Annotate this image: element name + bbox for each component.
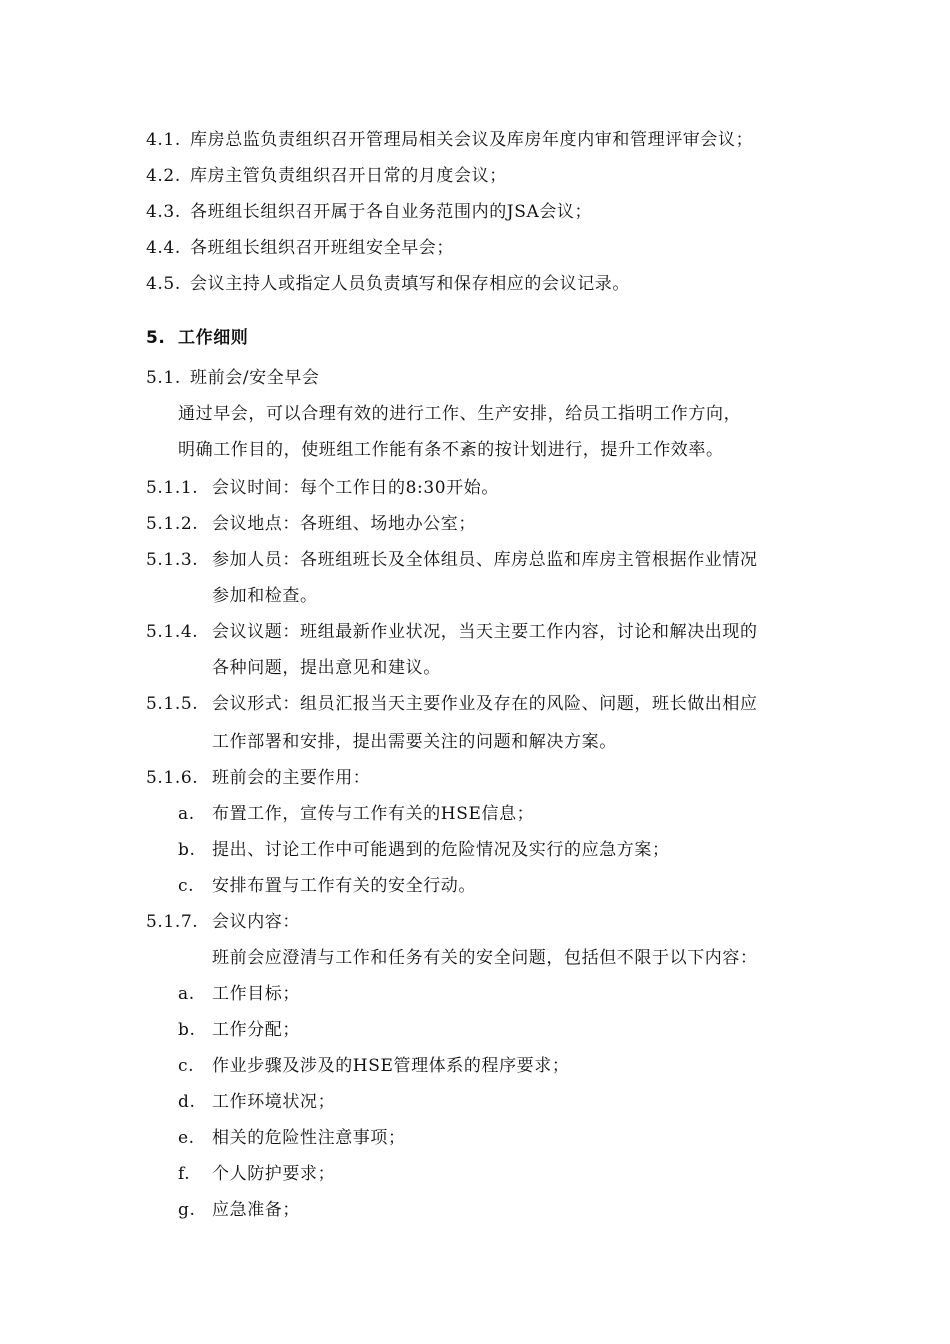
item-text: 库房总监负责组织召开管理局相关会议及库房年度内审和管理评审会议；: [190, 130, 754, 150]
item-text: 工作分配；: [212, 1020, 300, 1040]
item-text: 安排布置与工作有关的安全行动。: [212, 876, 476, 896]
item-text: 会议形式：组员汇报当天主要作业及存在的风险、问题，班长做出相应: [212, 694, 758, 714]
item-number: 5.1.5.: [146, 694, 199, 714]
heading-title: 工作细则: [178, 328, 249, 348]
item-number: 4.1.: [146, 130, 181, 150]
item-number: 5.1.6.: [146, 768, 199, 788]
paragraph-line: 明确工作目的，使班组工作能有条不紊的按计划进行，提升工作效率。: [178, 440, 724, 460]
item-text: 会议内容：: [212, 912, 300, 932]
item-text: 作业步骤及涉及的HSE管理体系的程序要求；: [212, 1056, 570, 1076]
paragraph-line: 通过早会，可以合理有效的进行工作、生产安排，给员工指明工作方向，: [178, 404, 742, 424]
item-text: 库房主管负责组织召开日常的月度会议；: [190, 166, 507, 186]
item-letter: a.: [178, 984, 195, 1004]
item-letter: a.: [178, 804, 195, 824]
item-text: 会议地点：各班组、场地办公室；: [212, 514, 476, 534]
item-letter: d.: [178, 1092, 196, 1112]
subsection-title: 班前会/安全早会: [190, 368, 320, 388]
item-text: 工作目标；: [212, 984, 300, 1004]
item-text-continuation: 工作部署和安排，提出需要关注的问题和解决方案。: [212, 732, 617, 752]
item-text: 工作环境状况；: [212, 1092, 336, 1112]
item-text: 相关的危险性注意事项；: [212, 1128, 406, 1148]
item-number: 5.1.7.: [146, 912, 199, 932]
item-number: 5.1.1.: [146, 478, 199, 498]
item-number: 4.3.: [146, 202, 181, 222]
item-letter: f.: [178, 1164, 191, 1184]
item-text: 班前会的主要作用：: [212, 768, 371, 788]
item-text-continuation: 参加和检查。: [212, 586, 318, 606]
item-letter: b.: [178, 840, 196, 860]
item-text-continuation: 各种问题，提出意见和建议。: [212, 658, 441, 678]
item-letter: c.: [178, 876, 195, 896]
item-letter: g.: [178, 1200, 196, 1220]
item-number: 4.5.: [146, 274, 181, 294]
item-text: 各班组长组织召开属于各自业务范围内的JSA会议；: [190, 202, 593, 222]
item-letter: e.: [178, 1128, 195, 1148]
item-text: 布置工作，宣传与工作有关的HSE信息；: [212, 804, 535, 824]
item-text: 提出、讨论工作中可能遇到的危险情况及实行的应急方案；: [212, 840, 670, 860]
item-text: 参加人员：各班组班长及全体组员、库房总监和库房主管根据作业情况: [212, 550, 758, 570]
item-number: 5.1.3.: [146, 550, 199, 570]
item-number: 5.1.: [146, 368, 181, 388]
item-number: 5.1.4.: [146, 622, 199, 642]
item-text: 个人防护要求；: [212, 1164, 336, 1184]
item-text: 会议时间：每个工作日的8:30开始。: [212, 478, 499, 498]
item-text: 会议主持人或指定人员负责填写和保存相应的会议记录。: [190, 274, 630, 294]
item-text: 各班组长组织召开班组安全早会；: [190, 238, 454, 258]
item-text: 会议议题：班组最新作业状况，当天主要工作内容，讨论和解决出现的: [212, 622, 758, 642]
item-letter: c.: [178, 1056, 195, 1076]
item-number: 4.2.: [146, 166, 181, 186]
item-number: 4.4.: [146, 238, 181, 258]
paragraph-line: 班前会应澄清与工作和任务有关的安全问题，包括但不限于以下内容：: [212, 948, 758, 968]
item-number: 5.1.2.: [146, 514, 199, 534]
item-letter: b.: [178, 1020, 196, 1040]
heading-number: 5.: [146, 328, 166, 348]
item-text: 应急准备；: [212, 1200, 300, 1220]
